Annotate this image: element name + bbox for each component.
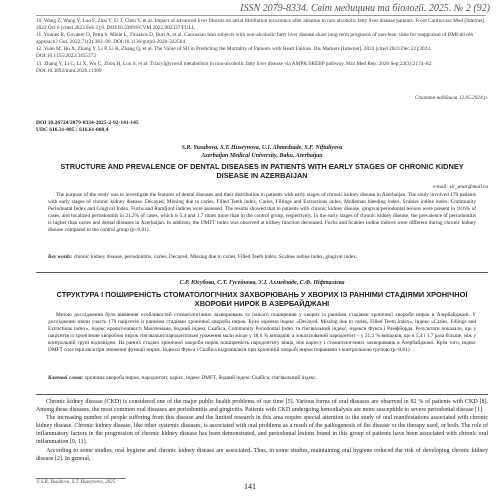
keywords-label: Key words: <box>48 254 73 260</box>
abstract-text: Метою дослідження було вивчення особливостей стоматологічних захворювань та їхнього поширення у хворих із ранніми стадіями хронічної хвороби нирок в Азербайджані. У дослідженні взяли участь 179 пацієнтів із ранніми стадіями хронічної хвороби нирок. Було оцінено індекс «Decayed, Missing due to caries, Filled Teeth index», індекс «Caries, Fillings and Extractions index», індекс кровоточивості Мюллемана, йодний індекс Скабіса, Community Periodontal Index та гінгівальний індекс, індекси Фукса і Рамфйорда. Результати показали, що у пацієнтів із хронічною хворобою нирок гінгівальні/пародонтальні ураження мали місце у 18,6 % випадків, а локалізований пародонтит – у 21,2 % випадків, що в 5,4 і 1,7 раза більше, ніж у контрольній групі відповідно. На ранніх стадіях хронічної хвороби нирок поширеність пародонтиту вища, ніж карієсу і стоматологічних захворювань в Азербайджані. Крім того, індекс DMFT спостерігався при зниженні функції нирок. Індекси Фукса і Скабіса відрізнялися при хронічній хворобі нирок порівняно з контрольною групою (p<0,01). <box>48 312 476 353</box>
abstract-text: The purpose of the study was to investigate the features of dental diseases and their distribution in patients with early stages of chronic kidney disease in Azerbaijan. The study involved 179 patients with early stages of chronic kidney disease. Decayed, Missing due to caries, Filled Teeth index, Caries, Fillings and Extractions index, Mulleman bleeding index, Scabies iodine index, Community Periodontal Index and Gingival Index, Fuchs and Ramfjord indices were assessed. The results showed that in patients with chronic kidney disease, gingival/periodontal lesions were present in 18.6% of cases, and localized periodontitis in 21.2% of cases, which is 5.4 and 1.7 times more than in the control group, respectively. In the early stages of chronic kidney disease, the prevalence of periodontitis is higher than caries and dental diseases in Azerbaijan. In addition, the DMFT index was observed at kidney function decreased. Fuchs and Scabies iodine indices were different during chronic kidney disease compared to the control group (p<0.01). <box>48 192 476 233</box>
abstract-ukrainian <box>48 312 476 353</box>
section-divider <box>36 394 488 395</box>
page-number: 141 <box>244 482 256 491</box>
reference-item: 11. Younes R, Govaere O, Petta S, Miele L, Tiniakos D, Burt A, et al. Caucasian lean subjects with non-alcoholic fatty liver disease share long-term prognosis of non-lean: time for reappraisal of BMI-driven approach? Gut. 2022;71(2):382–90. DOI:10.1136/gutjnl-2020-322564 <box>36 32 474 46</box>
section-divider <box>36 272 488 273</box>
authors-english <box>36 145 488 160</box>
article-title-ukrainian: СТРУКТУРА І ПОШИРЕНІСТЬ СТОМАТОЛОГІЧНИХ ЗАХВОРЮВАНЬ У ХВОРИХ ІЗ РАННІМИ СТАДІЯМИ ХРОНІЧНОЇ ХВОРОБИ НИРОК В АЗЕРБАЙДЖАНІ <box>56 290 468 308</box>
copyright-notice: © S.R. Yusubova, S.T. Huseynova, 2025 <box>36 480 116 485</box>
header-divider <box>36 15 486 16</box>
footnote-divider <box>36 478 126 479</box>
reference-item: 12. Yuan M, Hu X, Zhang Y, Li P, Li R, Zhang Q, et al. The Value of SII in Predicting the Mortality of Patients with Heart Failure. Dis Markers [Internet]. 2022 [cited 2023 Dec 22];2022. DOI:10.1155/2022/3455372 <box>36 46 432 60</box>
corresponding-email: e-mail: sir_anar@mail.ru <box>432 184 488 190</box>
abstract-english <box>48 192 476 233</box>
journal-running-header: ISSN 2079-8334. Світ медицини та біології. 2025. № 2 (92) <box>240 3 490 14</box>
doi: DOI 10.26724/2079-8334-2025-2-92-141-145 <box>36 120 139 126</box>
reference-list <box>36 18 488 75</box>
article-body <box>36 398 488 463</box>
article-title-english: STRUCTURE AND PREVALENCE OF DENTAL DISEASES IN PATIENTS WITH EARLY STAGES OF CHRONIC KIDNEY DISEASE IN AZERBAIJAN <box>60 162 464 180</box>
keywords-label: Ключові слова: <box>48 375 84 381</box>
body-paragraph: According to some studies, oral hygiene and chronic kidney disease are associated. Thus, in some studies, maintaining oral hygiene reduced the risk of developing chronic kidney disease [2]. In general, <box>36 447 488 462</box>
affiliation: Azerbaijan Medical University, Baku, Azerbaijan <box>201 152 323 159</box>
reference-item: 10. Wang Z, Wang Y, Luo F, Zhai Y, Li J, Chen Y, et al. Impact of advanced liver fibrosis on atrial fibrillation recurrence after ablation in non-alcoholic fatty liver disease patients. Front Cardiovasc Med [Internet]. 2022 Oct 6 [cited 2023 Feb 2];9. DOI:10.3389/FCVM.2022.982337/FULL <box>36 18 486 32</box>
keywords-ukrainian <box>48 375 476 382</box>
author-list: S.R. Yusubova, S.T. Huseynova, U.I. Ahmedzade, S.F. Niftaliyeva <box>181 145 343 151</box>
authors-ukrainian: С.Р. Юсубова, С.Т. Гусейнова, У.І. Ахмедзаде, С.Ф. Ніфталієва <box>179 280 345 286</box>
keywords-english <box>48 254 476 261</box>
received-date: Стаття надійшла 12.05.2024 р. <box>414 95 488 101</box>
keywords-text: chronic kidney disease, periodontitis, caries, Decayed, Missing due to caries, Filled Teeth index, Scabies iodine index, gingival index. <box>73 254 358 260</box>
reference-item: 13. Zhang Y, Li C, Li X, Wu C, Zhou H, Luo S, et al. Triacylglycerol metabolism in non-alcoholic fatty liver disease via AMPK/SREBP pathway. Mol Med Rep. 2020 Sep;22(3):2174–82. DOI:10.3892/mmr.2020.11309 <box>36 60 433 74</box>
udc: UDC 616.31-085 : 616.61-008.4 <box>36 127 109 134</box>
body-paragraph: The increasing number of people suffering from this disease and the limited research in this area require special attention to the study of oral manifestations associated with chronic kidney disease. Chronic kidney disease, like other systemic diseases, is associated with oral problems as a result of the pathogenesis of the disease or the therapy used, or both. The role of inflammatory factors in the progression of chronic kidney disease has been demonstrated, and periodontal lesions found in this group of patients have been associated with chronic oral inflammation [9, 11]. <box>36 415 488 446</box>
article-meta <box>36 120 286 134</box>
body-paragraph: Chronic kidney disease (CKD) is considered one of the major public health problems of our time [5]. Various forms of oral diseases are observed in 82 % of patients with CKD [8]. Among these diseases, the most common oral diseases are periodontitis and gingivitis. Patients with CKD undergoing hemodialysis are more susceptible to severe periodontal disease [1]. <box>36 399 488 414</box>
keywords-text: хронічна хвороба нирок, пародонтит, карієс, індекс DMFT, йодний індекс Скабіса, гінгівальний індекс. <box>84 375 318 381</box>
